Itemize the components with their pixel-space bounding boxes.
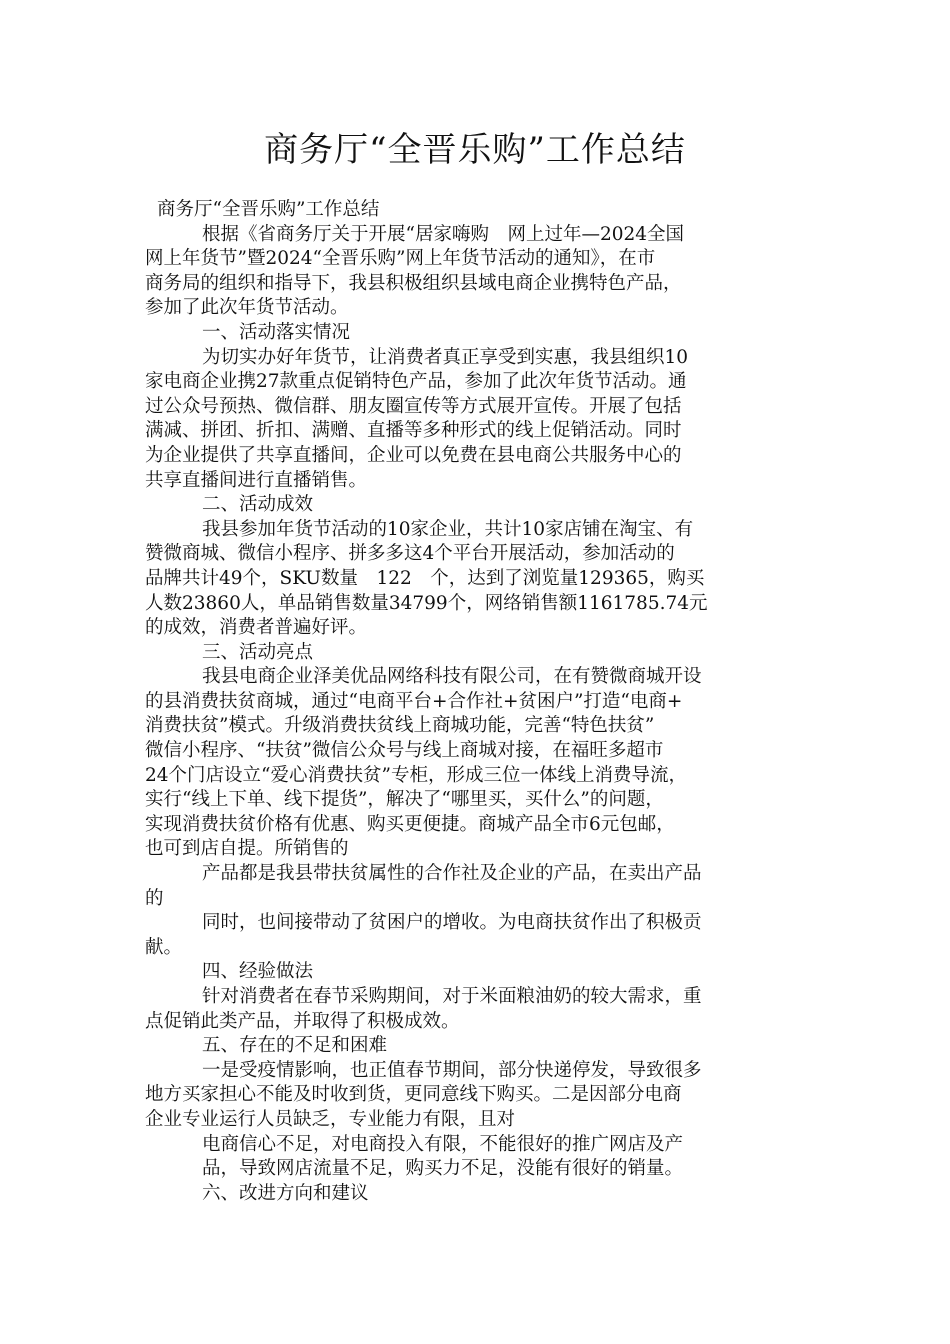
- paragraph-line: 一是受疫情影响，也正值春节期间，部分快递停发，导致很多: [202, 1059, 702, 1081]
- section-heading: 二、活动成效: [202, 494, 314, 516]
- paragraph-line: 为切实办好年货节，让消费者真正享受到实惠，我县组织10: [202, 346, 689, 368]
- section-heading: 六、改进方向和建议: [202, 1182, 369, 1204]
- paragraph-line: 产品都是我县带扶贫属性的合作社及企业的产品，在卖出产品: [202, 863, 702, 885]
- paragraph-line: 参加了此次年货节活动。: [145, 297, 349, 319]
- section-heading: 四、经验做法: [202, 961, 314, 983]
- paragraph-line: 根据《省商务厅关于开展“居家嗨购 网上过年—2024全国: [202, 223, 685, 245]
- paragraph-line: 的县消费扶贫商城，通过“电商平台+合作社+贫困户”打造“电商+: [145, 690, 683, 712]
- paragraph-line: 品牌共计49个，SKU数量 122 个，达到了浏览量129365，购买: [145, 567, 705, 589]
- section-heading: 三、活动亮点: [202, 641, 314, 663]
- paragraph-line: 共享直播间进行直播销售。: [145, 469, 368, 491]
- paragraph-line: 同时，也间接带动了贫困户的增收。为电商扶贫作出了积极贡: [202, 912, 702, 934]
- paragraph-line: 满减、拼团、折扣、满赠、直播等多种形式的线上促销活动。同时: [145, 420, 682, 442]
- paragraph-line: 我县电商企业泽美优品网络科技有限公司，在有赞微商城开设: [202, 666, 702, 688]
- paragraph-line: 实现消费扶贫价格有优惠、购买更便捷。商城产品全市6元包邮，: [145, 813, 675, 835]
- paragraph-line: 企业专业运行人员缺乏，专业能力有限，且对: [145, 1108, 516, 1130]
- paragraph-line: 人数23860人，单品销售数量34799个，网络销售额1161785.74元: [145, 592, 708, 614]
- paragraph-line: 地方买家担心不能及时收到货，更同意线下购买。二是因部分电商: [145, 1084, 682, 1106]
- paragraph-line: 品，导致网店流量不足，购买力不足，没能有很好的销量。: [202, 1158, 684, 1180]
- paragraph-line: 网上年货节”暨2024“全晋乐购”网上年货节活动的通知》，在市: [145, 248, 656, 270]
- document-body: [145, 198, 813, 1206]
- document-subtitle: 商务厅“全晋乐购”工作总结: [157, 199, 380, 220]
- paragraph-line: 电商信心不足，对电商投入有限，不能很好的推广网店及产: [202, 1133, 684, 1155]
- document-title: 商务厅“全晋乐购”工作总结: [264, 130, 686, 170]
- paragraph-line: 家电商企业携27款重点促销特色产品，参加了此次年货节活动。通: [145, 371, 687, 393]
- paragraph-line: 的: [145, 887, 164, 909]
- paragraph-line: 微信小程序、“扶贫”微信公众号与线上商城对接，在福旺多超市: [145, 740, 664, 762]
- paragraph-line: 的成效，消费者普遍好评。: [145, 617, 368, 639]
- section-heading: 五、存在的不足和困难: [202, 1035, 388, 1057]
- paragraph-line: 过公众号预热、微信群、朋友圈宣传等方式展开宣传。开展了包括: [145, 395, 682, 417]
- paragraph-line: 点促销此类产品，并取得了积极成效。: [145, 1010, 460, 1032]
- paragraph-line: 为企业提供了共享直播间，企业可以免费在县电商公共服务中心的: [145, 444, 682, 466]
- paragraph-line: 献。: [145, 936, 183, 958]
- paragraph-line: 24个门店设立“爱心消费扶贫”专柜，形成三位一体线上消费导流，: [145, 764, 687, 786]
- paragraph-line: 商务局的组织和指导下，我县积极组织县域电商企业携特色产品，: [145, 272, 682, 294]
- paragraph-line: 也可到店自提。所销售的: [145, 838, 349, 860]
- section-heading: 一、活动落实情况: [202, 321, 351, 343]
- paragraph-line: 消费扶贫”模式。升级消费扶贫线上商城功能，完善“特色扶贫”: [145, 715, 655, 737]
- paragraph-line: 针对消费者在春节采购期间，对于米面粮油奶的较大需求，重: [202, 986, 702, 1007]
- paragraph-line: 赞微商城、微信小程序、拼多多这4个平台开展活动，参加活动的: [145, 543, 675, 565]
- paragraph-line: 实行“线上下单、线下提货”，解决了“哪里买，买什么”的问题，: [145, 789, 664, 811]
- paragraph-line: 我县参加年货节活动的10家企业，共计10家店铺在淘宝、有: [202, 518, 694, 540]
